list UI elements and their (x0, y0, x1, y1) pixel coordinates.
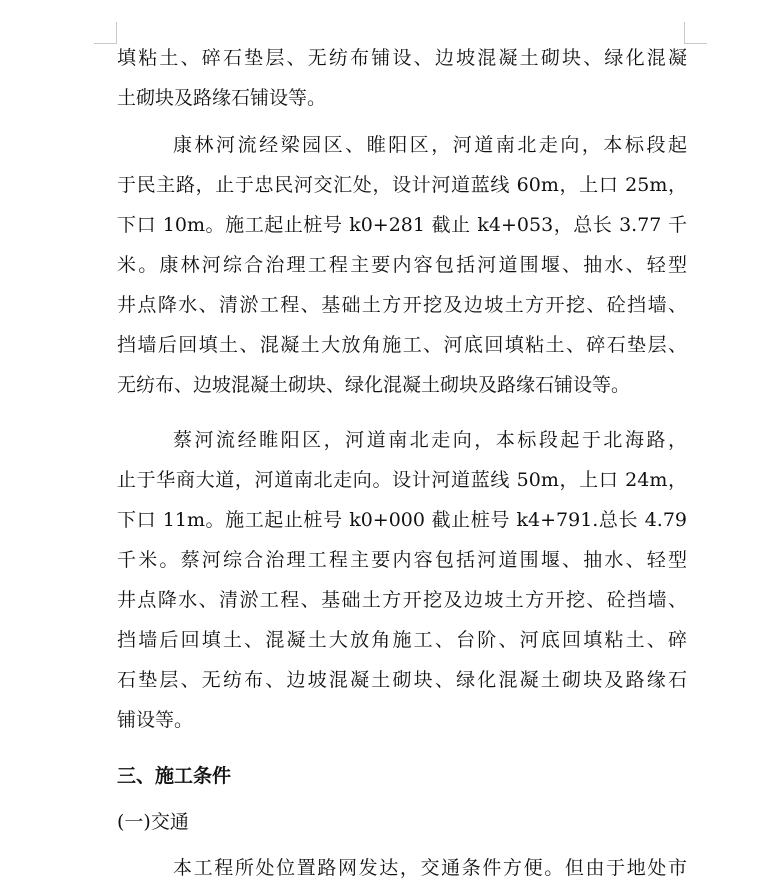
text-line: 井点降水、清淤工程、基础土方开挖及边坡土方开挖、砼挡墙、 (117, 294, 687, 316)
paragraph-traffic (117, 848, 687, 888)
text-line: 下口 11m。施工起止桩号 k0+000 截止桩号 k4+791.总长 4.79 (117, 509, 687, 531)
text-line: 于民主路，止于忠民河交汇处，设计河道蓝线 60m，上口 25m， (117, 174, 687, 196)
text-line: 康林河流经梁园区、睢阳区，河道南北走向，本标段起 (173, 134, 687, 156)
paragraph-continued (117, 38, 687, 118)
paragraph-cai-river (117, 420, 687, 740)
text-line: 下口 10m。施工起止桩号 k0+281 截止 k4+053，总长 3.77 千 (117, 214, 687, 236)
section-heading: 三、施工条件 (117, 765, 232, 787)
text-line: 挡墙后回填土、混凝土大放角施工、河底回填粘土、碎石垫层、 (117, 334, 687, 356)
text-line: 井点降水、清淤工程、基础土方开挖及边坡土方开挖、砼挡墙、 (117, 589, 687, 611)
text-line: 挡墙后回填土、混凝土大放角施工、台阶、河底回填粘土、碎 (117, 629, 687, 651)
text-line: 填粘土、碎石垫层、无纺布铺设、边坡混凝土砌块、绿化混凝 (117, 47, 687, 69)
text-line: 无纺布、边坡混凝土砌块、绿化混凝土砌块及路缘石铺设等。 (117, 374, 631, 396)
text-line: 石垫层、无纺布、边坡混凝土砌块、绿化混凝土砌块及路缘石 (117, 669, 687, 691)
text-line: 蔡河流经睢阳区，河道南北走向，本标段起于北海路， (173, 429, 687, 451)
text-line: 本工程所处位置路网发达，交通条件方便。但由于地处市 (173, 857, 687, 879)
subsection-heading: (一)交通 (117, 811, 189, 833)
text-line: 千米。蔡河综合治理工程主要内容包括河道围堰、抽水、轻型 (117, 549, 687, 571)
text-line: 土砌块及路缘石铺设等。 (117, 87, 327, 109)
paragraph-kanglin-river (117, 125, 687, 405)
text-line: 米。康林河综合治理工程主要内容包括河道围堰、抽水、轻型 (117, 254, 687, 276)
crop-mark-top-left-horizontal (94, 43, 117, 44)
crop-mark-top-right-horizontal (684, 43, 707, 44)
text-line: 铺设等。 (117, 709, 194, 731)
text-line: 止于华商大道，河道南北走向。设计河道蓝线 50m，上口 24m， (117, 469, 687, 491)
